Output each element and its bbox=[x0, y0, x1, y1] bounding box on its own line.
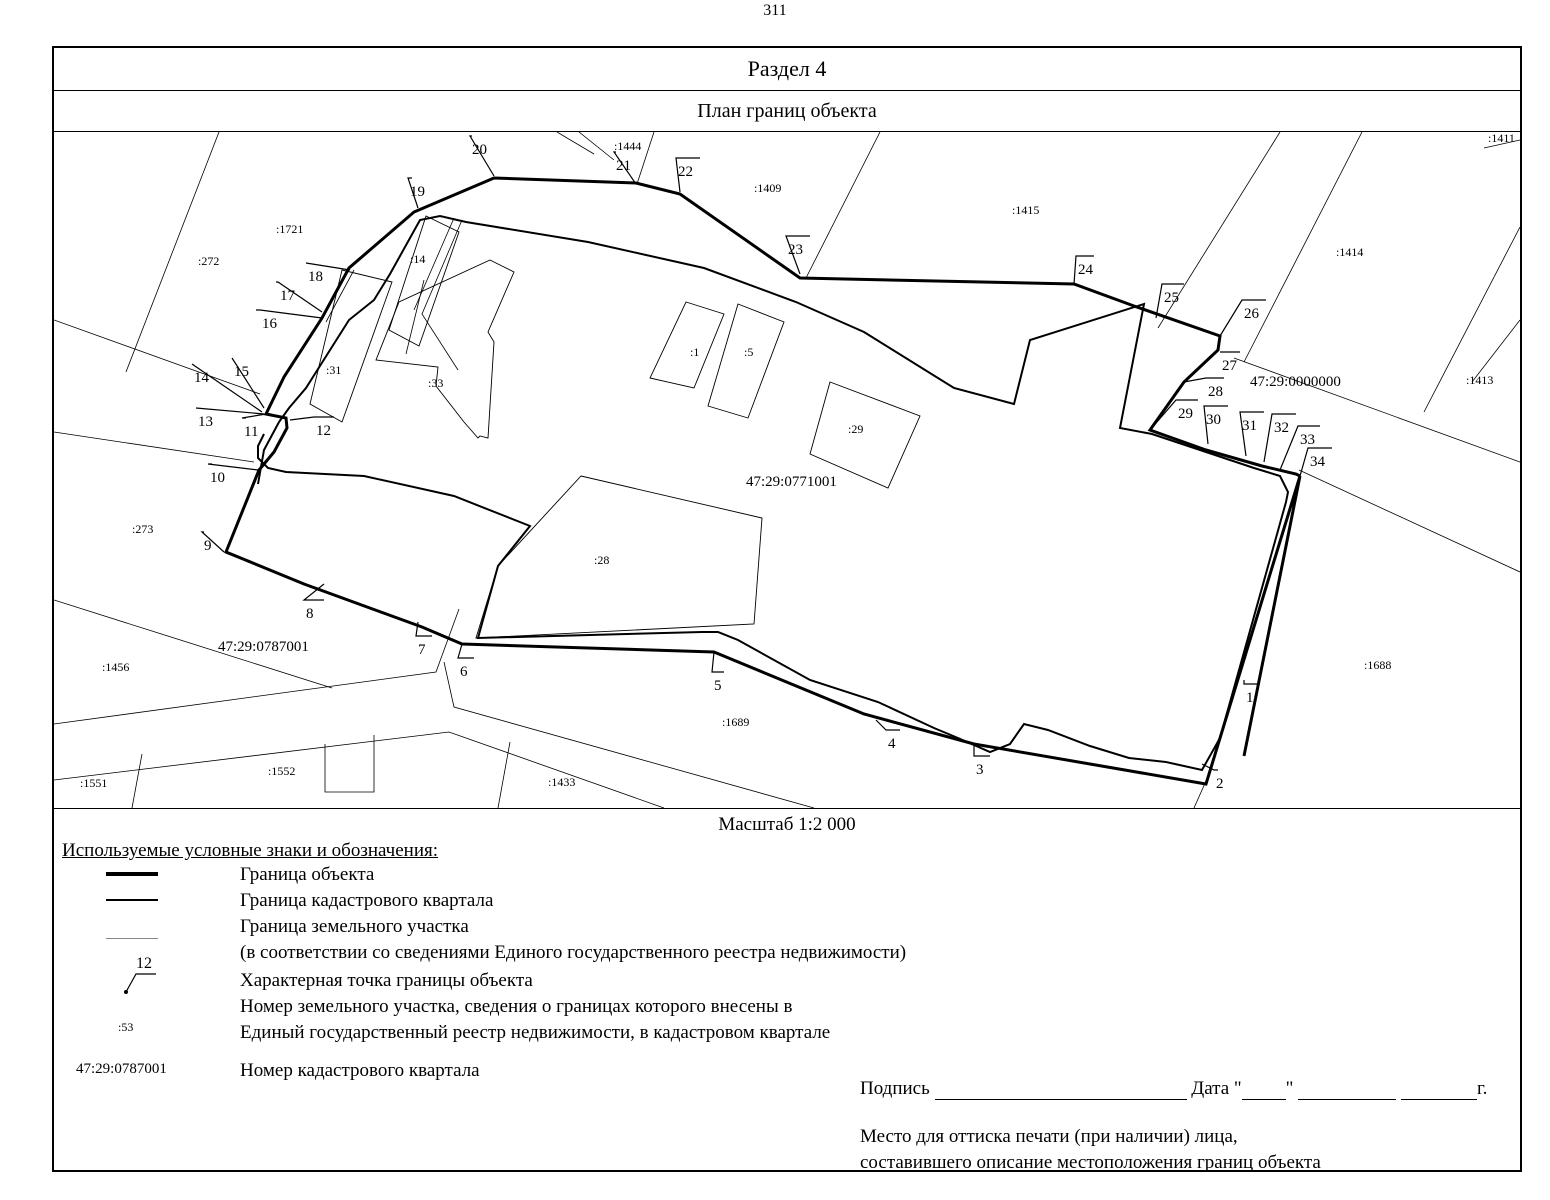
boundary-point-label: 21 bbox=[616, 158, 631, 174]
stamp-place bbox=[860, 1124, 1321, 1176]
boundary-point-label: 27 bbox=[1222, 358, 1237, 374]
svg-text:12: 12 bbox=[136, 955, 152, 972]
quarter-number-label: 47:29:0771001 bbox=[746, 474, 837, 490]
stamp-line-2: составившего описание местоположения границ объекта bbox=[860, 1152, 1321, 1173]
boundary-point-label: 25 bbox=[1164, 290, 1179, 306]
quarter-boundary bbox=[258, 216, 1288, 770]
quarter-number-label: 47:29:0000000 bbox=[1250, 374, 1341, 390]
boundary-point-label: 28 bbox=[1208, 384, 1223, 400]
boundary-point-label: 3 bbox=[976, 762, 984, 778]
date-quote: " bbox=[1285, 1078, 1294, 1099]
date-year-field[interactable] bbox=[1401, 1081, 1477, 1100]
boundary-point-label: 6 bbox=[460, 664, 468, 680]
parcel-number-label: :1688 bbox=[1364, 658, 1392, 672]
parcel-number-label: :1415 bbox=[1012, 203, 1040, 217]
date-label: Дата " bbox=[1191, 1078, 1242, 1099]
parcel-number-sample: :53 bbox=[118, 1020, 134, 1034]
scale-label: Масштаб 1:2 000 bbox=[718, 814, 856, 835]
parcel-number-label: :1414 bbox=[1336, 245, 1364, 259]
section-title: Раздел 4 bbox=[54, 48, 1520, 91]
boundary-point-label: 34 bbox=[1310, 454, 1325, 470]
legend-text: Граница кадастрового квартала bbox=[240, 890, 494, 911]
date-day-field[interactable] bbox=[1242, 1081, 1286, 1100]
parcel-number-label: :28 bbox=[594, 553, 610, 567]
point-callout-line bbox=[1184, 378, 1224, 382]
boundary-point-label: 13 bbox=[198, 414, 213, 430]
quarter-number-sample: 47:29:0787001 bbox=[76, 1061, 167, 1077]
signature-line bbox=[860, 1078, 1487, 1100]
boundary-point-label: 1 bbox=[1246, 690, 1254, 706]
thin-line-symbol bbox=[106, 938, 158, 939]
thick-line-symbol bbox=[106, 872, 158, 876]
quarter-number-label: 47:29:0787001 bbox=[218, 639, 309, 655]
parcel-number-label: :1689 bbox=[722, 715, 750, 729]
boundary-point-label: 15 bbox=[234, 364, 249, 380]
signature-field[interactable] bbox=[935, 1081, 1187, 1100]
year-suffix: г. bbox=[1476, 1078, 1488, 1099]
legend-text: Номер кадастрового квартала bbox=[240, 1060, 480, 1081]
boundary-point-label: 30 bbox=[1206, 412, 1221, 428]
point-callout-line bbox=[1244, 680, 1258, 684]
boundary-point-label: 33 bbox=[1300, 432, 1315, 448]
parcel-number-label: :1456 bbox=[102, 660, 130, 674]
legend-text-continued: Единый государственный реестр недвижимости, в кадастровом квартале bbox=[240, 1022, 831, 1043]
boundary-map bbox=[54, 132, 1520, 809]
legend-text: Граница объекта bbox=[240, 864, 375, 885]
boundary-point-label: 12 bbox=[316, 423, 331, 439]
parcel-number-label: :1409 bbox=[754, 181, 782, 195]
parcel-number-label: :5 bbox=[744, 345, 754, 359]
legend-text: Номер земельного участка, сведения о границах которого внесены в bbox=[240, 996, 793, 1017]
boundary-point-label: 10 bbox=[210, 470, 225, 486]
page-number: 311 bbox=[763, 2, 787, 19]
boundary-point-label: 9 bbox=[204, 538, 212, 554]
boundary-point-label: 17 bbox=[280, 288, 295, 304]
parcel-number-label: :29 bbox=[848, 422, 864, 436]
boundary-point-label: 18 bbox=[308, 269, 323, 285]
boundary-point-label: 7 bbox=[418, 642, 426, 658]
legend-title: Используемые условные знаки и обозначения: bbox=[62, 840, 439, 861]
legend-text: Характерная точка границы объекта bbox=[240, 970, 533, 991]
stamp-line-1: Место для оттиска печати (при наличии) лица, bbox=[860, 1126, 1238, 1147]
boundary-point-label: 11 bbox=[244, 424, 259, 440]
boundary-point-label: 29 bbox=[1178, 406, 1193, 422]
parcel-number-label: :1411 bbox=[1488, 132, 1515, 145]
medium-line-symbol bbox=[106, 899, 158, 901]
legend-text-continued: (в соответствии со сведениями Единого государственного реестра недвижимости) bbox=[240, 942, 907, 963]
boundary-point-label: 20 bbox=[472, 142, 487, 158]
boundary-point-label: 24 bbox=[1078, 262, 1093, 278]
point-callout-line bbox=[458, 644, 474, 658]
plan-title: План границ объекта bbox=[54, 91, 1520, 132]
plan-frame bbox=[52, 46, 1522, 1172]
boundary-point-label: 5 bbox=[714, 678, 722, 694]
boundary-point-label: 4 bbox=[888, 736, 896, 752]
parcel-number-label: :14 bbox=[410, 252, 426, 266]
date-month-field[interactable] bbox=[1298, 1081, 1396, 1100]
boundary-point-label: 19 bbox=[410, 184, 425, 200]
boundary-point-label: 8 bbox=[306, 606, 314, 622]
boundary-point-label: 22 bbox=[678, 164, 693, 180]
parcel-number-label: :1721 bbox=[276, 222, 304, 236]
parcel-number-label: :1444 bbox=[614, 139, 642, 153]
map-labels bbox=[80, 132, 1515, 792]
parcel-number-label: :31 bbox=[326, 363, 342, 377]
point-callout-line bbox=[1220, 300, 1266, 336]
boundary-point-label: 14 bbox=[194, 370, 209, 386]
parcel-number-label: :273 bbox=[132, 522, 154, 536]
parcel-number-label: :1552 bbox=[268, 764, 296, 778]
parcel-number-label: :33 bbox=[428, 376, 444, 390]
signature-label: Подпись bbox=[860, 1078, 930, 1099]
boundary-point-label: 26 bbox=[1244, 306, 1259, 322]
point-callouts bbox=[192, 136, 1332, 770]
parcel-number-label: :272 bbox=[198, 254, 220, 268]
parcel-number-label: :1551 bbox=[80, 776, 108, 790]
parcel-number-label: :1433 bbox=[548, 775, 576, 789]
boundary-point-label: 2 bbox=[1216, 776, 1224, 792]
point-callout-line bbox=[242, 414, 266, 418]
legend-text: Граница земельного участка bbox=[240, 916, 469, 937]
boundary-point-label: 23 bbox=[788, 242, 803, 258]
boundary-point-label: 31 bbox=[1242, 418, 1257, 434]
point-callout-line bbox=[290, 417, 334, 420]
point-symbol bbox=[114, 954, 164, 998]
parcel-number-label: :1413 bbox=[1466, 373, 1494, 387]
map-canvas bbox=[54, 132, 1520, 808]
boundary-point-label: 16 bbox=[262, 316, 277, 332]
boundary-point-label: 32 bbox=[1274, 420, 1289, 436]
parcel-number-label: :1 bbox=[690, 345, 700, 359]
